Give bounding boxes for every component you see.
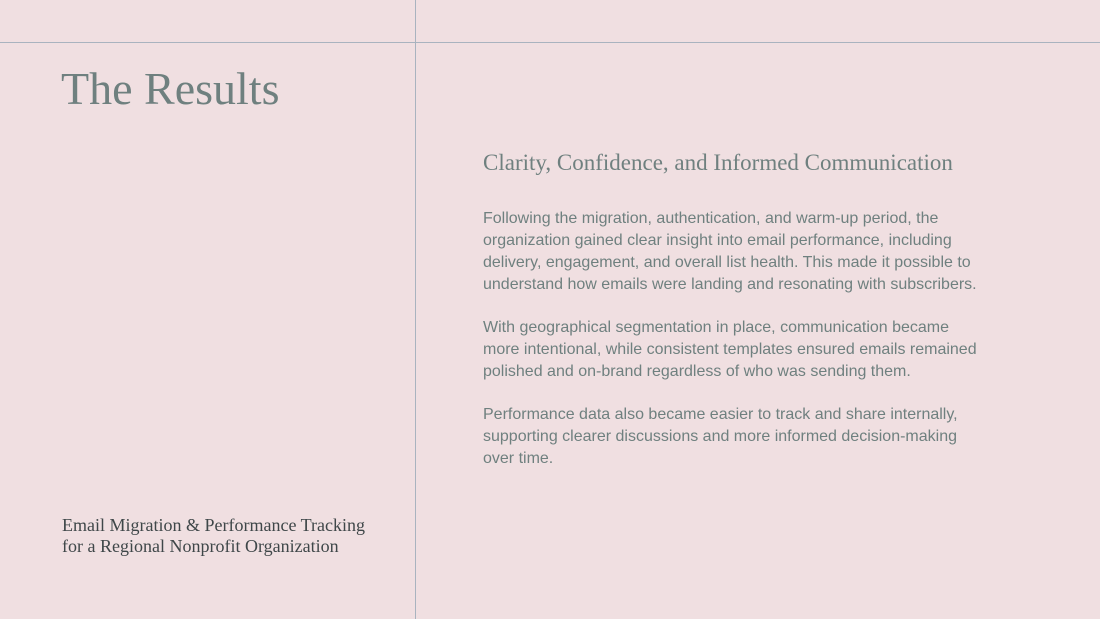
paragraph-line: organization gained clear insight into email performance, including	[483, 232, 952, 249]
paragraph-line: supporting clearer discussions and more informed decision-making	[483, 428, 958, 445]
vertical-divider	[415, 0, 416, 619]
paragraph-line: understand how emails were landing and resonating with subscribers.	[483, 276, 977, 293]
paragraph-line: Performance data also became easier to track and share internally,	[483, 406, 958, 423]
horizontal-divider	[0, 42, 1100, 43]
results-paragraph-performance-insight	[483, 208, 1063, 296]
project-caption-line: Email Migration & Performance Tracking	[62, 515, 365, 535]
paragraph-line: more intentional, while consistent templates ensured emails remained	[483, 341, 977, 358]
paragraph-line: With geographical segmentation in place, communication became	[483, 319, 950, 336]
paragraph-line: over time.	[483, 450, 554, 467]
section-heading: Clarity, Confidence, and Informed Communication	[483, 150, 953, 175]
paragraph-line: delivery, engagement, and overall list health. This made it possible to	[483, 254, 971, 271]
project-caption-line: for a Regional Nonprofit Organization	[62, 536, 339, 556]
paragraph-line: polished and on-brand regardless of who was sending them.	[483, 363, 911, 380]
results-paragraph-tracking	[483, 404, 1063, 470]
page-title: The Results	[61, 63, 280, 114]
paragraph-line: Following the migration, authentication, and warm-up period, the	[483, 210, 939, 227]
project-caption	[62, 515, 365, 557]
results-paragraph-segmentation	[483, 317, 1063, 383]
